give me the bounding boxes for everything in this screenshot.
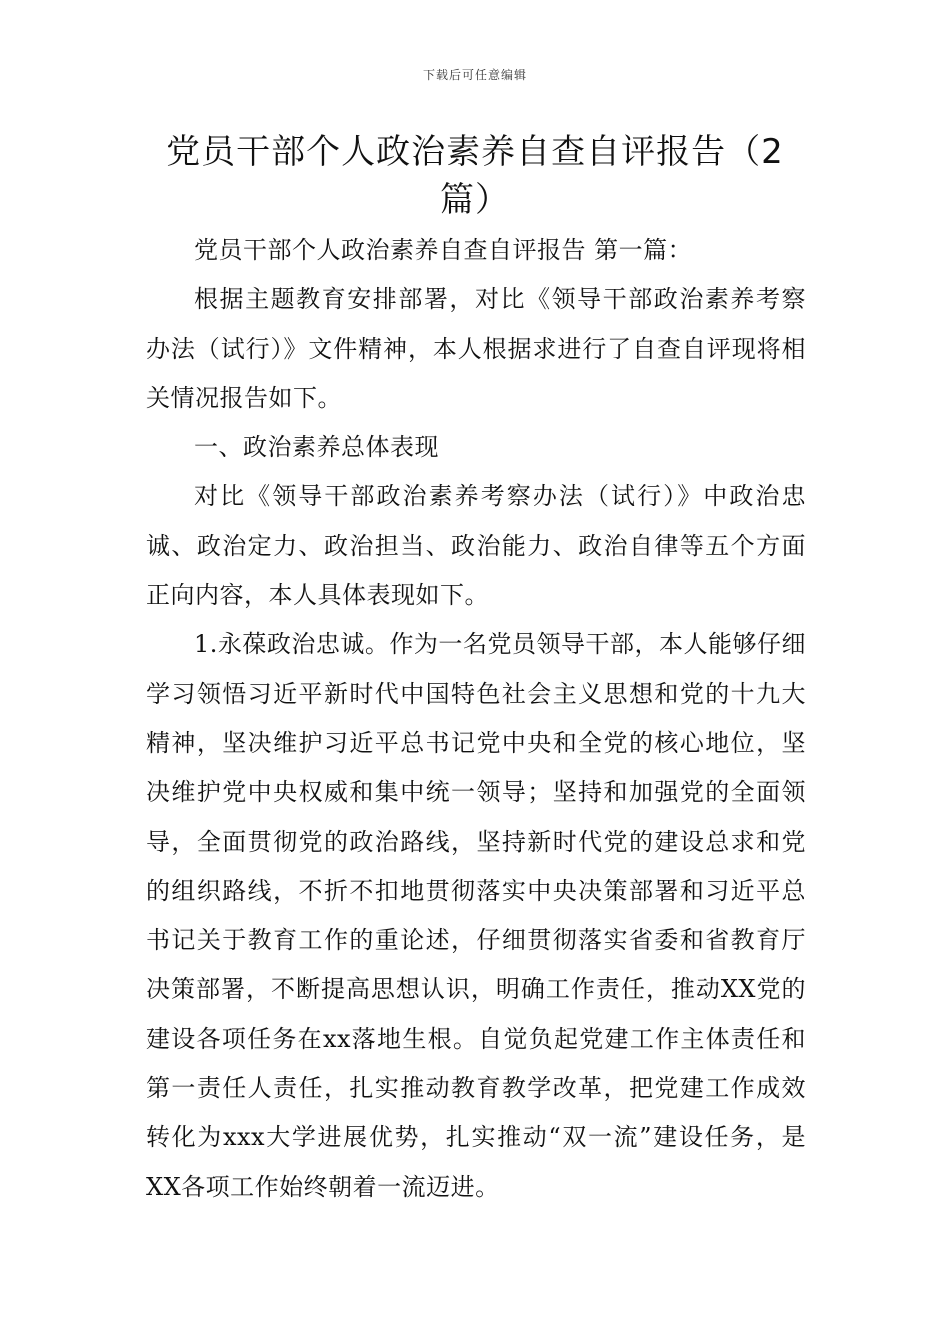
paragraph-heading: 党员干部个人政治素养自查自评报告 第一篇： [194,236,693,264]
document-title: 党员干部个人政治素养自查自评报告（2篇） [166,132,784,220]
paragraph-overview: 对比《领导干部政治素养考察办法（试行）》中政治忠诚、政治定力、政治担当、政治能力、政治自律等五个方面正向内容，本人具体表现如下。 [146,482,806,610]
paragraph-intro: 根据主题教育安排部署，对比《领导干部政治素养考察办法（试行）》文件精神，本人根据求进行了自查自评现将相关情况报告如下。 [146,285,806,412]
header-note: 下载后可任意编辑 [422,68,527,82]
section-heading: 一、政治素养总体表现 [194,433,439,462]
paragraph-point-1: 1.永葆政治忠诚。作为一名党员领导干部，本人能够仔细学习领悟习近平新时代中国特色社会主义思想和党的十九大精神，坚决维护习近平总书记党中央和全党的核心地位，坚决维护党中央权威和集中统一领导；坚持和加强党的全面领导，全面贯彻党的政治路线，坚持新时代党的建设总求和党的组织路线，不折不扣地贯彻落实中央决策部署和习近平总书记关于教育工作的重论述，仔细贯彻落实省委和省教育厅决策部署，不断提高思想认识，明确工作责任，推动XX党的建设各项任务在xx落地生根。自觉负起党建工作主体责任和第一责任人责任，扎实推动教育教学改革，把党建工作成效转化为xxx大学进展优势，扎实推动“双一流”建设任务，是XX各项工作始终朝着一流迈进。 [146,630,806,1201]
document-body [146,226,806,1212]
